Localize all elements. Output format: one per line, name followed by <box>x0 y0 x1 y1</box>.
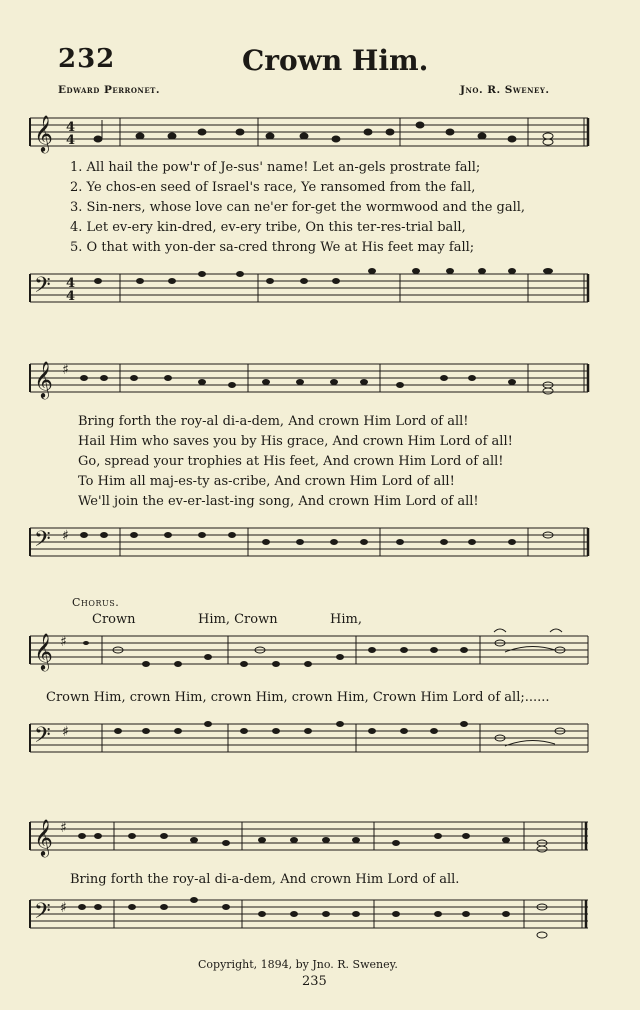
refrain-line: Go, spread your trophies at His feet, And crown Him Lord of all! <box>78 454 504 469</box>
svg-text:𝄞: 𝄞 <box>34 818 53 856</box>
chorus-bass-staff <box>0 716 640 772</box>
chorus-word: Crown <box>92 612 136 627</box>
system-1-treble-staff <box>0 112 640 162</box>
svg-text:𝄞: 𝄞 <box>34 632 53 670</box>
verse-line: 5. O that with yon-der sa-cred throng We at His feet may fall; <box>70 240 475 255</box>
svg-text:𝄢: 𝄢 <box>34 527 51 557</box>
svg-text:4: 4 <box>66 276 76 291</box>
verse-line: 3. Sin-ners, whose love can ne'er for-get the wormwood and the gall, <box>70 200 526 215</box>
svg-text:♯: ♯ <box>62 528 69 544</box>
chorus-label: Chorus. <box>72 596 120 609</box>
verse-line: 1. All hail the pow'r of Je-sus' name! Let an-gels prostrate fall; <box>70 160 481 175</box>
refrain-line: Hail Him who saves you by His grace, And crown Him Lord of all! <box>78 434 513 449</box>
refrain-line: Bring forth the roy-al di-a-dem, And crown Him Lord of all! <box>78 414 469 429</box>
refrain-line: To Him all maj-es-ty as-cribe, And crown Him Lord of all! <box>78 474 455 489</box>
svg-text:𝄞: 𝄞 <box>34 114 53 152</box>
final-treble-staff <box>0 816 640 866</box>
svg-text:♯: ♯ <box>60 634 67 650</box>
system-1-bass-staff <box>0 266 640 316</box>
svg-text:4: 4 <box>66 289 76 304</box>
svg-text:𝄢: 𝄢 <box>34 723 51 753</box>
author-credit: Edward Perronet. <box>58 84 161 96</box>
svg-text:4: 4 <box>66 133 76 148</box>
svg-text:𝄢: 𝄢 <box>34 273 51 303</box>
hymn-number: 232 <box>58 44 116 74</box>
system-2-bass-staff <box>0 520 640 570</box>
svg-text:4: 4 <box>66 120 76 135</box>
chorus-treble-staff <box>0 630 640 680</box>
svg-text:♯: ♯ <box>60 900 67 916</box>
final-bass-staff <box>0 894 640 948</box>
verse-line: 4. Let ev-ery kin-dred, ev-ery tribe, On this ter-res-trial ball, <box>70 220 466 235</box>
copyright-notice: Copyright, 1894, by Jno. R. Sweney. <box>198 958 398 971</box>
page-number: 235 <box>302 974 327 989</box>
svg-text:𝄢: 𝄢 <box>34 899 51 929</box>
svg-text:♯: ♯ <box>62 724 69 740</box>
chorus-word: Him, Crown <box>198 612 278 627</box>
chorus-word: Him, <box>330 612 362 627</box>
svg-text:♯: ♯ <box>62 362 69 378</box>
svg-text:♯: ♯ <box>60 820 67 836</box>
verse-line: 2. Ye chos-en seed of Israel's race, Ye ransomed from the fall, <box>70 180 476 195</box>
system-2-treble-staff <box>0 358 640 408</box>
composer-credit: Jno. R. Sweney. <box>460 84 550 96</box>
chorus-final-words: Bring forth the roy-al di-a-dem, And crown Him Lord of all. <box>70 872 460 887</box>
svg-text:𝄞: 𝄞 <box>34 360 53 398</box>
refrain-line: We'll join the ev-er-last-ing song, And crown Him Lord of all! <box>78 494 479 509</box>
hymn-title: Crown Him. <box>242 44 429 77</box>
chorus-middle-words: Crown Him, crown Him, crown Him, crown Him, Crown Him Lord of all;...... <box>46 690 550 705</box>
